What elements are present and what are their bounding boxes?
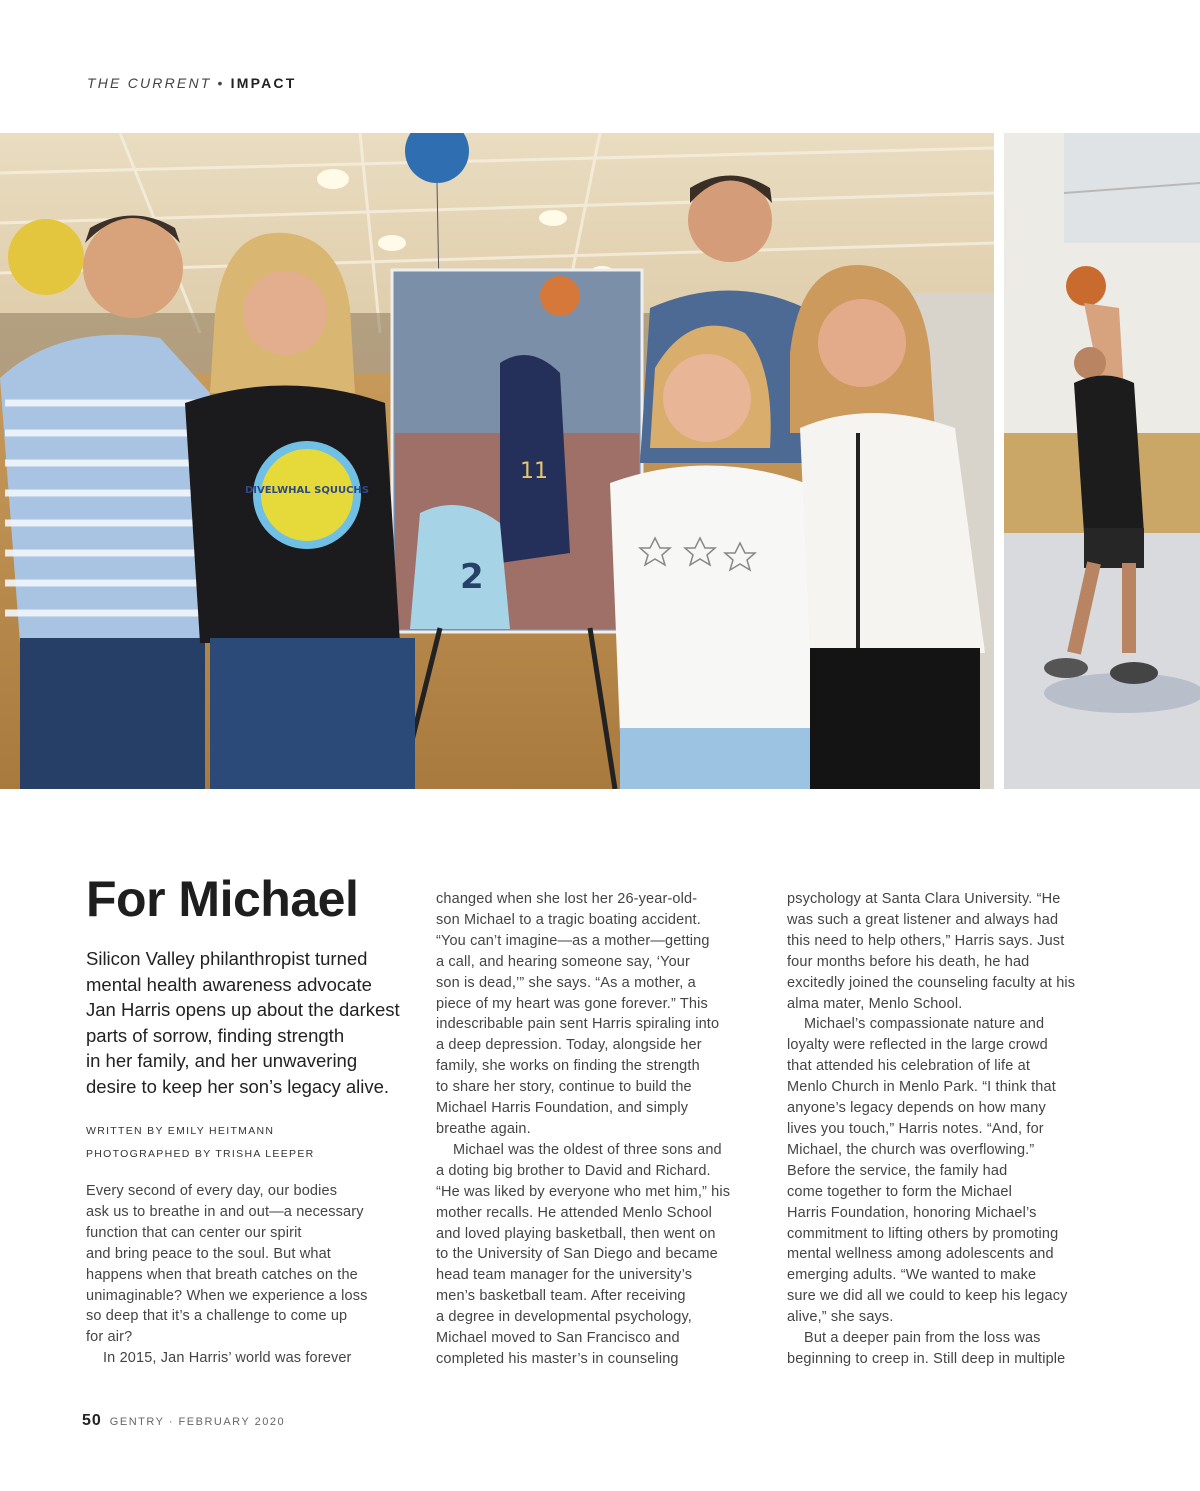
body-line: come together to form the Michael <box>787 1183 1012 1200</box>
body-line: beginning to creep in. Still deep in multiple <box>787 1350 1066 1367</box>
dek-line: mental health awareness advocate <box>86 973 372 995</box>
body-line: son Michael to a tragic boating accident. <box>436 911 701 928</box>
body-line: changed when she lost her 26-year-old- <box>436 891 698 907</box>
body-line: a degree in developmental psychology, <box>436 1309 692 1326</box>
body-line: piece of my heart was gone forever.” This <box>436 995 708 1012</box>
body-line: to the University of San Diego and became <box>436 1246 718 1263</box>
side-photo <box>1004 133 1200 789</box>
dek-line: Silicon Valley philanthropist turned <box>86 948 368 969</box>
body-line: sure we did all we could to keep his legacy <box>787 1288 1068 1305</box>
body-line: emerging adults. “We wanted to make <box>787 1267 1037 1284</box>
body-column-2 <box>436 889 766 1370</box>
section-name: IMPACT <box>230 75 297 91</box>
body-line: loyalty were reflected in the large crowd <box>787 1037 1048 1054</box>
body-line: and loved playing basketball, then went on <box>436 1225 716 1242</box>
body-line: Michael’s compassionate nature and <box>804 1016 1045 1033</box>
body-line: this need to help others,” Harris says. Just <box>787 932 1065 949</box>
body-line: Before the service, the family had <box>787 1162 1008 1179</box>
article-title: For Michael <box>86 871 359 927</box>
body-line: a doting big brother to David and Richard. <box>436 1162 711 1179</box>
poster-jersey-number: 11 <box>520 459 548 484</box>
kicker-separator: • <box>217 75 225 91</box>
body-line: for air? <box>86 1329 133 1346</box>
body-column-3 <box>787 889 1117 1370</box>
main-photo-illustration <box>0 133 994 789</box>
body-line: a deep depression. Today, alongside her <box>436 1037 702 1054</box>
body-line: “You can’t imagine—as a mother—getting <box>436 932 710 949</box>
body-line: lives you touch,” Harris notes. “And, for <box>787 1120 1044 1137</box>
body-line: mother recalls. He attended Menlo School <box>436 1204 713 1221</box>
body-line: Michael Harris Foundation, and simply <box>436 1100 689 1117</box>
body-line: function that can center our spirit <box>86 1224 302 1241</box>
issue-date: FEBRUARY 2020 <box>178 1416 286 1428</box>
department-kicker: THE CURRENT <box>87 75 212 91</box>
main-photo <box>0 133 994 789</box>
body-line: completed his master’s in counseling <box>436 1350 679 1367</box>
body-line: Michael was the oldest of three sons and <box>453 1141 722 1158</box>
body-line: alive,” she says. <box>787 1309 894 1326</box>
body-line: psychology at Santa Clara University. “He <box>787 891 1061 907</box>
publication-name: GENTRY <box>109 1416 165 1428</box>
body-line: alma mater, Menlo School. <box>787 995 963 1012</box>
body-line: men’s basketball team. After receiving <box>436 1288 686 1305</box>
body-line: “He was liked by everyone who met him,” his <box>436 1183 731 1200</box>
dek-line: in her family, and her unwavering <box>86 1050 358 1071</box>
player-jersey-number: 2 <box>460 557 484 597</box>
dek-line: parts of sorrow, finding strength <box>86 1024 345 1046</box>
body-column-1 <box>86 1181 406 1369</box>
page-number: 50 <box>82 1412 102 1429</box>
body-line: excitedly joined the counseling faculty at his <box>787 974 1076 991</box>
page-folio <box>82 1412 285 1430</box>
section-label <box>87 75 296 91</box>
body-line: Harris Foundation, honoring Michael’s <box>787 1204 1037 1221</box>
body-line: and bring peace to the soul. But what <box>86 1245 331 1262</box>
dek-line: Jan Harris opens up about the darkest <box>86 999 400 1020</box>
body-line: Menlo Church in Menlo Park. “I think that <box>787 1079 1056 1096</box>
body-line: four months before his death, he had <box>787 953 1030 970</box>
body-line: commitment to lifting others by promoting <box>787 1225 1059 1242</box>
body-line: In 2015, Jan Harris’ world was forever <box>103 1350 352 1367</box>
body-line: family, she works on finding the strength <box>436 1058 700 1075</box>
body-line: unimaginable? When we experience a loss <box>86 1287 368 1304</box>
body-line: son is dead,’” she says. “As a mother, a <box>436 974 696 991</box>
dek-line: desire to keep her son’s legacy alive. <box>86 1075 390 1097</box>
body-line: head team manager for the university’s <box>436 1267 693 1284</box>
body-line: to share her story, continue to build the <box>436 1079 692 1096</box>
body-line: indescribable pain sent Harris spiraling into <box>436 1016 720 1033</box>
body-line: was such a great listener and always had <box>787 911 1059 928</box>
body-line: breathe again. <box>436 1120 531 1137</box>
body-line: Michael moved to San Francisco and <box>436 1330 680 1347</box>
body-line: a call, and hearing someone say, ‘Your <box>436 953 690 970</box>
shirt-badge-text: DIVELWHAL SQUUCHS <box>244 485 370 496</box>
body-line: But a deeper pain from the loss was <box>804 1330 1041 1347</box>
body-line: ask us to breathe in and out—a necessary <box>86 1203 364 1220</box>
folio-separator: · <box>168 1416 174 1428</box>
body-line: that attended his celebration of life at <box>787 1058 1030 1075</box>
body-line: so deep that it’s a challenge to come up <box>86 1308 348 1325</box>
body-line: mental wellness among adolescents and <box>787 1246 1054 1263</box>
article-dek <box>86 946 426 1099</box>
body-line: anyone’s legacy depends on how many <box>787 1100 1046 1117</box>
body-line: Every second of every day, our bodies <box>86 1183 338 1199</box>
photographer-credit: PHOTOGRAPHED BY TRISHA LEEPER <box>86 1148 315 1160</box>
body-line: Michael, the church was overflowing.” <box>787 1141 1035 1158</box>
side-photo-illustration <box>1004 133 1200 789</box>
writer-credit: WRITTEN BY EMILY HEITMANN <box>86 1125 275 1137</box>
body-line: happens when that breath catches on the <box>86 1266 358 1283</box>
